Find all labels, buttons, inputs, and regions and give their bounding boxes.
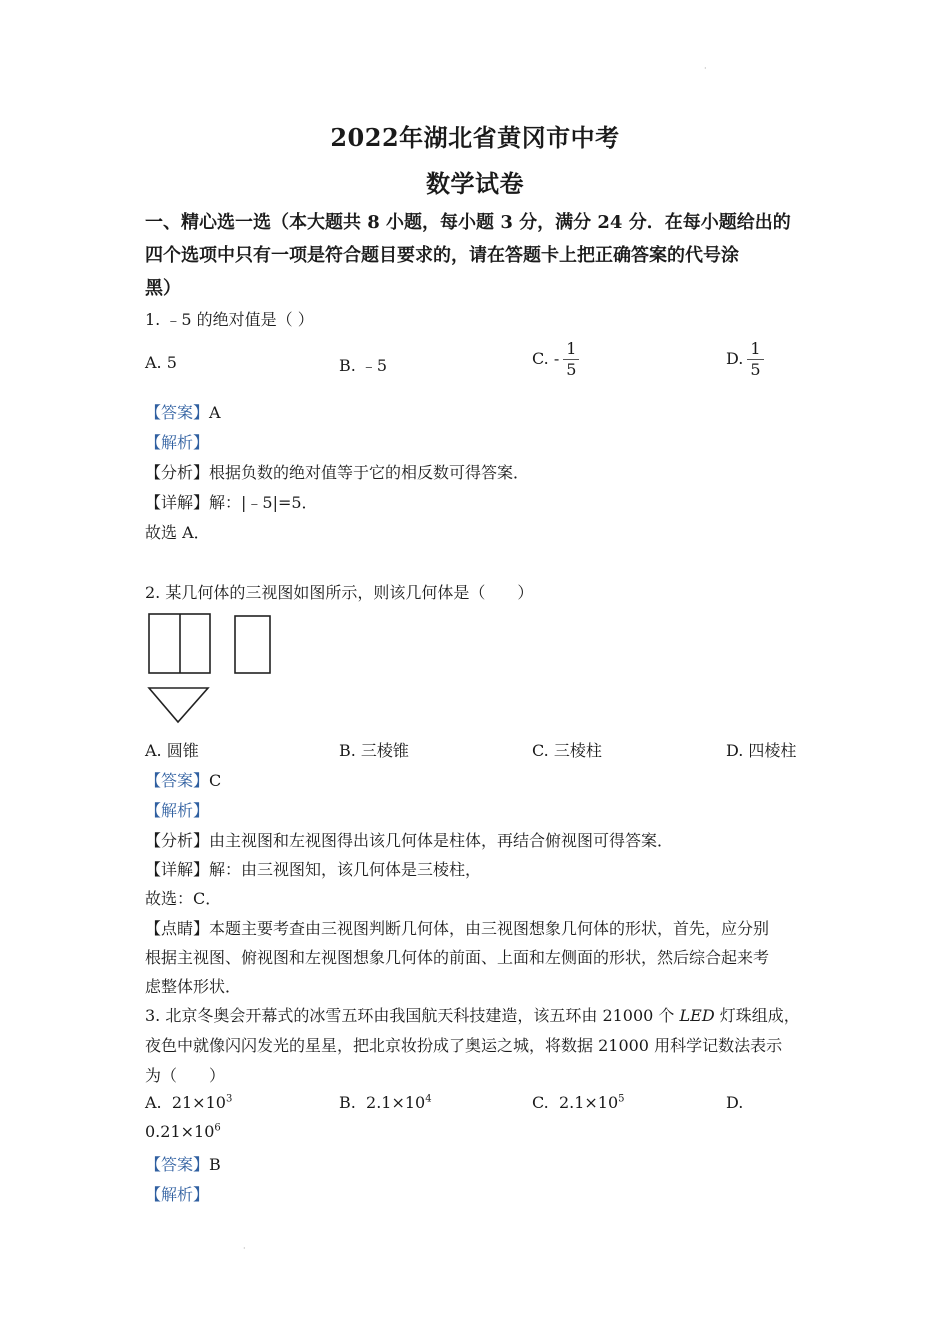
q2-comment-line2: 根据主视图、俯视图和左视图想象几何体的前面、上面和左侧面的形状，然后综合起来考 <box>145 948 770 967</box>
q1-option-c <box>532 339 579 380</box>
q1-jiexi-tag: 【解析】 <box>145 433 210 452</box>
option-label: B. <box>339 1093 356 1112</box>
fraction-denominator: 5 <box>566 360 577 379</box>
q3-option-a <box>145 1093 232 1112</box>
fraction-numerator: 1 <box>747 339 763 360</box>
q1-option-d-fraction <box>747 339 763 380</box>
q1-option-c-fraction <box>563 339 579 380</box>
q3-option-b <box>339 1093 432 1112</box>
q3-stem-line2: 夜色中就像闪闪发光的星星，把北京妆扮成了奥运之城，将数据 21000 用科学记数法表示 <box>145 1036 783 1055</box>
q2-option-a: A. 圆锥 <box>145 741 199 760</box>
q2-jiexi-tag: 【解析】 <box>145 801 210 820</box>
q3-jiexi-tag: 【解析】 <box>145 1185 210 1204</box>
q2-option-d: D. 四棱柱 <box>726 741 797 760</box>
q3-stem-line3: 为（ ） <box>145 1066 226 1085</box>
option-exponent: 4 <box>425 1093 432 1105</box>
footer-mark: · <box>243 1244 246 1253</box>
answer-value: A <box>209 403 221 422</box>
page-title: 2022年湖北省黄冈市中考 <box>330 123 620 152</box>
q1-answer <box>145 400 221 423</box>
corner-mark: · <box>704 64 707 73</box>
fraction-numerator: 1 <box>563 339 579 360</box>
page-subtitle: 数学试卷 <box>426 169 524 198</box>
q1-conclusion: 故选 A． <box>145 523 210 542</box>
q2-detail: 【详解】解：由三视图知，该几何体是三棱柱， <box>145 860 482 879</box>
top-view <box>149 688 208 722</box>
q2-comment-line3: 虑整体形状． <box>145 977 242 996</box>
q1-option-d <box>726 339 764 380</box>
three-view-figure <box>140 605 280 730</box>
option-exponent: 6 <box>214 1122 221 1134</box>
q3-option-c <box>532 1093 625 1112</box>
q1-option-d-label: D. <box>726 349 744 368</box>
q2-option-c: C. 三棱柱 <box>532 741 602 760</box>
answer-tag: 【答案】 <box>145 1155 210 1174</box>
q3-stem-text-a: 3. 北京冬奥会开幕式的冰雪五环由我国航天科技建造，该五环由 21000 个 <box>145 1006 680 1025</box>
q1-option-a: A. 5 <box>145 353 177 372</box>
section-heading-line1: 一、精心选一选（本大题共 8 小题，每小题 3 分，满分 24 分．在每小题给出的 <box>145 212 791 233</box>
q2-comment-line1: 【点睛】本题主要考查由三视图判断几何体，由三视图想象几何体的形状，首先，应分别 <box>145 919 770 938</box>
option-base: 0.21×10 <box>145 1122 215 1141</box>
section-heading-line3: 黑） <box>145 278 181 299</box>
q1-option-b: B. ﹣5 <box>339 356 388 375</box>
q3-option-d <box>145 1122 221 1141</box>
option-base: 21×10 <box>171 1093 226 1112</box>
answer-tag: 【答案】 <box>145 771 210 790</box>
q2-option-b: B. 三棱锥 <box>339 741 409 760</box>
q1-option-c-label: C. - <box>532 349 560 368</box>
option-label: A. <box>145 1093 162 1112</box>
answer-value: C <box>209 771 222 790</box>
option-label: C. <box>532 1093 549 1112</box>
q1-detail: 【详解】解：|﹣5|=5． <box>145 493 318 512</box>
section-heading-line2: 四个选项中只有一项是符合题目要求的，请在答题卡上把正确答案的代号涂 <box>145 245 739 266</box>
q2-conclusion: 故选：C． <box>145 889 222 908</box>
q3-stem-led: LED <box>679 1006 715 1025</box>
option-base: 2.1×10 <box>366 1093 426 1112</box>
q2-stem: 2. 某几何体的三视图如图所示，则该几何体是（ ） <box>145 583 534 602</box>
answer-value: B <box>209 1155 221 1174</box>
side-view <box>235 616 270 673</box>
front-view <box>149 614 210 673</box>
q2-answer <box>145 768 221 791</box>
q1-stem: 1. ﹣5 的绝对值是（ ） <box>145 310 314 329</box>
q2-analysis: 【分析】由主视图和左视图得出该几何体是柱体，再结合俯视图可得答案． <box>145 831 674 850</box>
q3-stem-line1 <box>145 1003 800 1026</box>
answer-tag: 【答案】 <box>145 403 210 422</box>
option-base: 2.1×10 <box>558 1093 619 1112</box>
q3-option-d-label: D. <box>726 1093 744 1112</box>
fraction-denominator: 5 <box>750 360 761 379</box>
q3-stem-text-b: 灯珠组成， <box>714 1006 800 1025</box>
option-exponent: 3 <box>225 1093 233 1105</box>
q3-answer <box>145 1152 221 1175</box>
option-exponent: 5 <box>618 1093 625 1105</box>
q1-analysis: 【分析】根据负数的绝对值等于它的相反数可得答案． <box>145 463 530 482</box>
